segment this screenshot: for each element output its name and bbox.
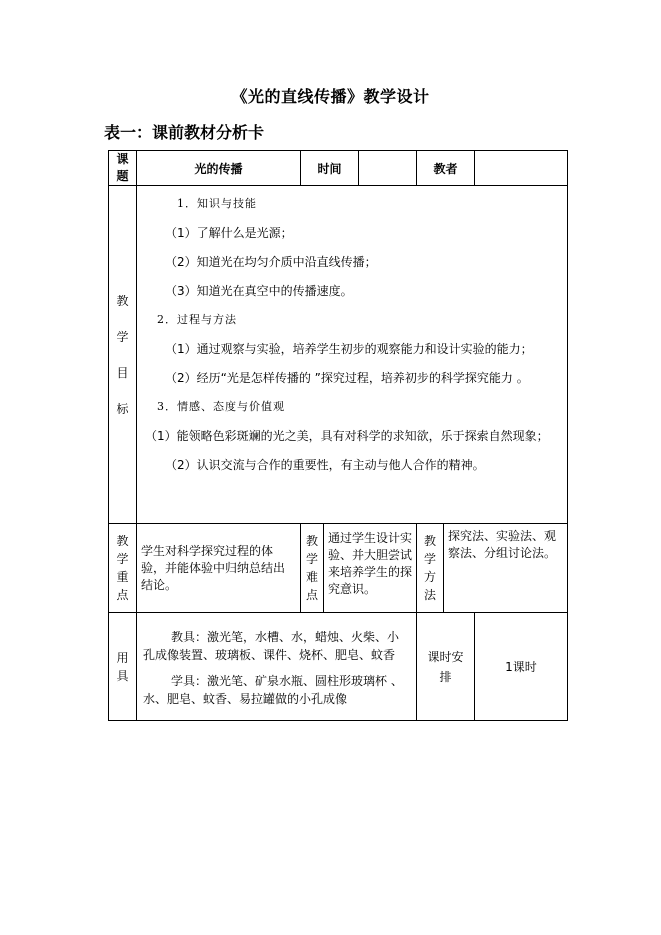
goal-item: （1）了解什么是光源； (165, 226, 293, 240)
teacher-tools: 教具：激光笔，水槽、水，蜡烛、火柴、小孔成像装置、玻璃板、课件、烧杯、肥皂、蚊香 (143, 629, 400, 662)
schedule-label: 课时安排 (417, 613, 475, 721)
method-label: 教 学 方 法 (417, 524, 444, 612)
schedule-value: 1课时 (475, 613, 568, 721)
document-title: 《光的直线传播》教学设计 (231, 87, 430, 106)
time-value (359, 151, 417, 186)
topic-label: 课 题 (109, 151, 137, 186)
goals-label: 教 学 目 标 (109, 186, 137, 524)
goal-section-attitude: 3．情感、态度与价值观 (157, 400, 285, 413)
topic-value: 光的传播 (137, 151, 301, 186)
time-label: 时间 (301, 151, 359, 186)
table-subtitle: 表一：课前教材分析卡 (104, 123, 265, 142)
goal-section-knowledge: 1．知识与技能 (177, 197, 257, 210)
goal-item: （1）通过观察与实验，培养学生初步的观察能力和设计实验的能力； (165, 342, 533, 356)
teacher-label: 教者 (417, 151, 475, 186)
goal-item: （1）能领略色彩斑斓的光之美，具有对科学的求知欲，乐于探索自然现象； (145, 429, 549, 443)
student-tools: 学具：激光笔、矿泉水瓶、圆柱形玻璃杯 、水、肥皂、蚊香、易拉罐做的小孔成像 (143, 673, 403, 706)
teaching-goals (137, 186, 568, 524)
tools-label: 用 具 (109, 613, 137, 721)
difficulty-group (301, 524, 417, 613)
teacher-value (475, 151, 568, 186)
method-value: 探究法、实验法、观察法、分组讨论法。 (448, 529, 557, 560)
difficulty-value: 通过学生设计实验、并大胆尝试来培养学生的探究意识。 (328, 531, 413, 596)
difficulty-label: 教 学 难 点 (301, 524, 324, 612)
key-points-value: 学生对科学探究过程的体验，并能体验中归纳总结出结论。 (137, 524, 301, 613)
tools-value (137, 613, 417, 721)
lesson-analysis-table (108, 150, 568, 721)
key-points-label: 教 学 重 点 (109, 524, 137, 613)
goal-item: （2）知道光在均匀介质中沿直线传播； (165, 255, 377, 269)
goal-section-process: 2．过程与方法 (157, 313, 237, 326)
goal-item: （2）认识交流与合作的重要性，有主动与他人合作的精神。 (165, 458, 485, 472)
method-group (417, 524, 568, 613)
goal-item: （2）经历“光是怎样传播的 ”探究过程，培养初步的科学探究能力 。 (165, 371, 529, 385)
goal-item: （3）知道光在真空中的传播速度。 (165, 284, 353, 298)
